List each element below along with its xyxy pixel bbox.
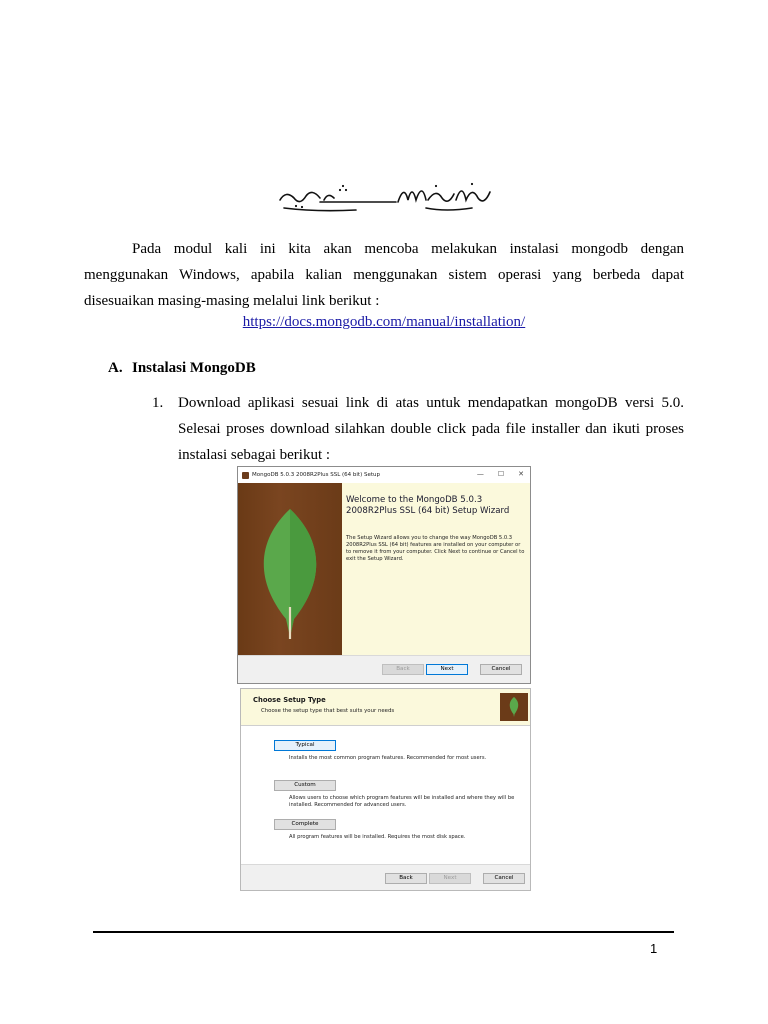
page-number: 1 xyxy=(650,941,658,956)
header-banner xyxy=(500,693,528,721)
bismillah-calligraphy-icon xyxy=(276,176,494,214)
close-icon[interactable]: ✕ xyxy=(518,470,524,478)
welcome-title: Welcome to the MongoDB 5.0.3 2008R2Plus SSL (64 bit) Setup Wizard xyxy=(346,495,510,516)
back-button[interactable]: Back xyxy=(382,664,424,675)
minimize-icon[interactable]: — xyxy=(476,470,484,478)
section-title: Instalasi MongoDB xyxy=(132,360,256,376)
next-button[interactable]: Next xyxy=(429,873,471,884)
typical-description: Installs the most common program features. Recommended for most users. xyxy=(289,755,487,761)
wizard-footer xyxy=(238,655,530,683)
step-line: Download aplikasi sesuai link di atas untuk mendapatkan mongoDB versi 5.0. xyxy=(178,395,684,411)
step-line: instalasi sebagai berikut : xyxy=(178,447,331,463)
setup-type-title: Choose Setup Type xyxy=(253,696,326,704)
back-button[interactable]: Back xyxy=(385,873,427,884)
typical-button[interactable]: Typical xyxy=(274,740,336,751)
intro-paragraph xyxy=(84,236,684,314)
custom-description: Allows users to choose which program features will be installed and where they will be installed. Recommended for advanced users. xyxy=(289,795,515,808)
maximize-icon[interactable]: ☐ xyxy=(497,470,505,478)
intro-line: menggunakan Windows, apabila kalian menggunakan sistem operasi yang berbeda dapat xyxy=(84,267,684,283)
installation-link[interactable]: https://docs.mongodb.com/manual/installation/ xyxy=(242,314,526,330)
window-controls xyxy=(477,470,524,478)
mongodb-leaf-icon xyxy=(250,507,330,647)
setup-type-footer xyxy=(241,864,530,890)
step-line: Selesai proses download silahkan double click pada file installer dan ikuti proses xyxy=(178,421,684,437)
complete-description: All program features will be installed. Requires the most disk space. xyxy=(289,834,466,840)
window-titlebar xyxy=(238,467,530,483)
section-heading xyxy=(108,360,256,377)
cancel-button[interactable]: Cancel xyxy=(483,873,525,884)
setup-type-window xyxy=(240,688,531,891)
setup-wizard-window xyxy=(237,466,531,684)
setup-type-subtitle: Choose the setup type that best suits your needs xyxy=(261,708,395,714)
setup-type-options xyxy=(241,726,530,864)
complete-button[interactable]: Complete xyxy=(274,819,336,830)
app-icon xyxy=(242,472,249,479)
setup-type-header xyxy=(241,689,530,726)
custom-button[interactable]: Custom xyxy=(274,780,336,791)
intro-line: disesuaikan masing-masing melalui link berikut : xyxy=(84,293,380,309)
step-number: 1. xyxy=(152,395,164,411)
installation-link-row xyxy=(0,314,768,331)
next-button[interactable]: Next xyxy=(426,664,468,675)
footer-rule xyxy=(93,931,674,933)
cancel-button[interactable]: Cancel xyxy=(480,664,522,675)
wizard-content xyxy=(342,483,530,655)
window-title: MongoDB 5.0.3 2008R2Plus SSL (64 bit) Setup xyxy=(252,472,380,478)
mongodb-leaf-icon xyxy=(508,696,520,718)
intro-line: Pada modul kali ini kita akan mencoba melakukan instalasi mongodb dengan xyxy=(132,241,684,257)
welcome-description: The Setup Wizard allows you to change the way MongoDB 5.0.3 2008R2Plus SSL (64 bit) features are installed on your computer or to remove it from your computer. Click Next to continue or Cancel to exit the Setup Wizard. xyxy=(346,535,525,562)
wizard-side-banner xyxy=(238,483,342,655)
section-letter: A. xyxy=(108,360,123,376)
